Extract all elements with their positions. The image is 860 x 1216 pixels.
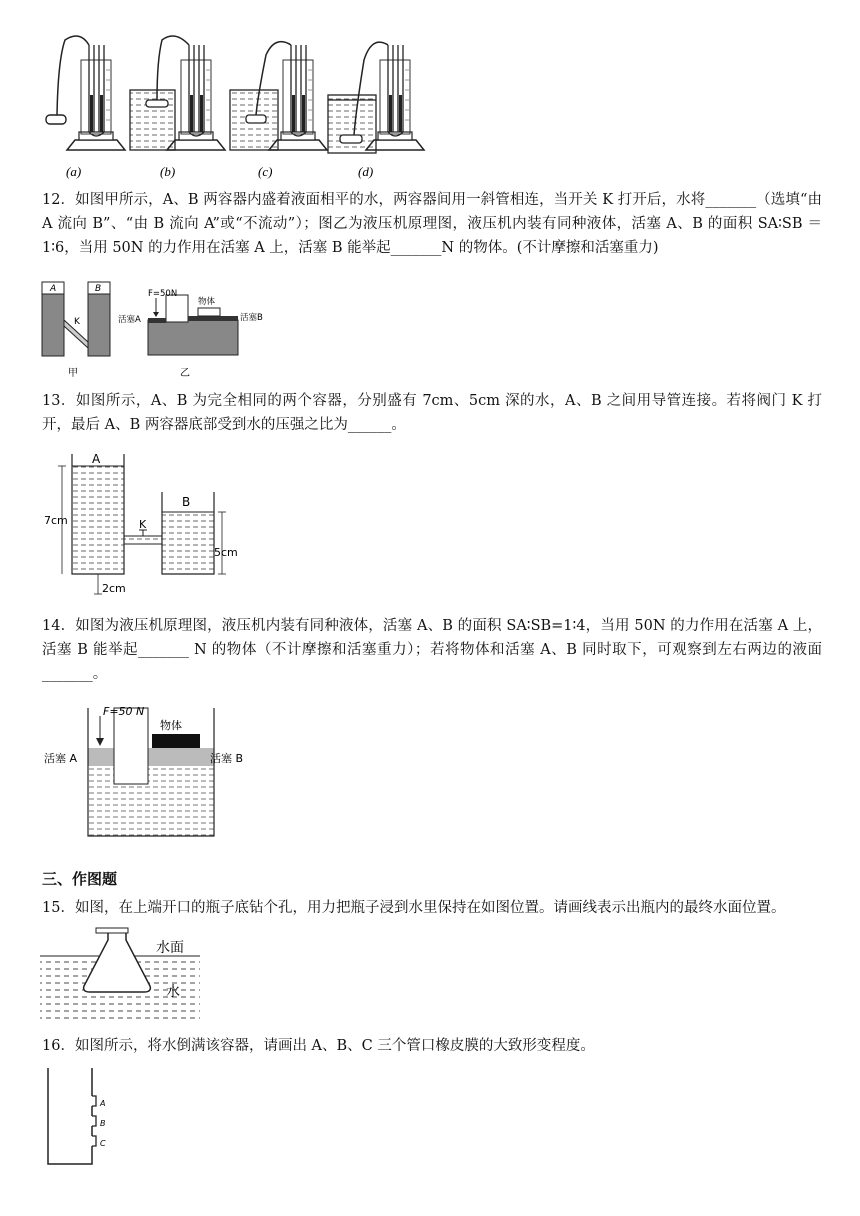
q16-label-b: B bbox=[100, 1119, 106, 1128]
q13-figure bbox=[0, 452, 860, 602]
jia-label-a: A bbox=[50, 284, 57, 294]
q14-piston-a: 活塞 A bbox=[44, 752, 78, 765]
q15-surface-label: 水面 bbox=[156, 940, 184, 956]
q15-figure bbox=[0, 924, 860, 1024]
q14-object: 物体 bbox=[160, 719, 182, 732]
q13-label-a: A bbox=[92, 452, 101, 466]
q14-force: F=50 N bbox=[103, 705, 145, 718]
jia-label-k: K bbox=[74, 317, 80, 327]
yi-caption: 乙 bbox=[180, 368, 190, 379]
q13-label-k: K bbox=[139, 518, 147, 531]
q15-water-label: 水 bbox=[166, 984, 180, 1000]
caption-d: (d) bbox=[358, 164, 374, 179]
q13-depth-a: 7cm bbox=[44, 514, 68, 527]
question-15: 15．如图，在上端开口的瓶子底钻个孔，用力把瓶子浸到水里保持在如图位置。请画线表示出瓶内的最终水面位置。 bbox=[42, 900, 786, 916]
yi-object: 物体 bbox=[198, 297, 216, 307]
q16-label-a: A bbox=[100, 1099, 106, 1108]
yi-force: F=50N bbox=[148, 289, 178, 299]
jia-label-b: B bbox=[95, 284, 102, 294]
q14-figure bbox=[0, 700, 860, 840]
q14-piston-b: 活塞 B bbox=[210, 752, 244, 765]
q13-pipe-height: 2cm bbox=[102, 582, 126, 595]
q16-figure bbox=[0, 1064, 860, 1174]
question-12: 12．如图甲所示，A、B 两容器内盛着液面相平的水，两容器间用一斜管相连，当开关 K 打开后，水将_______（选填“由 A 流向 B”、“由 B 流向 A”或“不流动”）；图乙为液压机原理图，液压机内装有同种液体，活塞 A、B 的面积 SA∶SB ＝1∶6，当用 50N 的力作用在活塞 A 上，活塞 B 能举起_______N 的物体。(不计摩擦和活塞重力) bbox=[42, 192, 822, 256]
q16-label-c: C bbox=[100, 1139, 106, 1148]
yi-piston-b: 活塞B bbox=[240, 313, 263, 323]
fig-jia bbox=[42, 282, 110, 379]
section-heading: 三、作图题 bbox=[42, 870, 118, 888]
question-16: 16．如图所示，将水倒满该容器，请画出 A、B、C 三个管口橡皮膜的大致形变程度。 bbox=[42, 1038, 595, 1054]
q13-depth-b: 5cm bbox=[214, 546, 238, 559]
yi-piston-a: 活塞A bbox=[118, 315, 141, 325]
fig-yi bbox=[118, 289, 263, 379]
question-14: 14．如图为液压机原理图，液压机内装有同种液体，活塞 A、B 的面积 SA∶SB=1∶4，当用 50N 的力作用在活塞 A 上，活塞 B 能举起_______ N 的物体（不计摩擦和活塞重力）；若将物体和活塞 A、B 同时取下，可观察到左右两边的液面_______。 bbox=[42, 618, 822, 682]
q13-label-b: B bbox=[182, 495, 191, 509]
caption-b: (b) bbox=[160, 164, 176, 179]
caption-c: (c) bbox=[258, 164, 273, 179]
question-13: 13．如图所示，A、B 为完全相同的两个容器，分别盛有 7cm、5cm 深的水，A、B 之间用导管连接。若将阀门 K 打开，最后 A、B 两容器底部受到水的压强之比为______。 bbox=[42, 393, 822, 433]
jia-caption: 甲 bbox=[68, 368, 78, 379]
q12-figure bbox=[0, 280, 860, 380]
manometer-figure bbox=[0, 0, 860, 190]
caption-a: (a) bbox=[66, 164, 82, 179]
